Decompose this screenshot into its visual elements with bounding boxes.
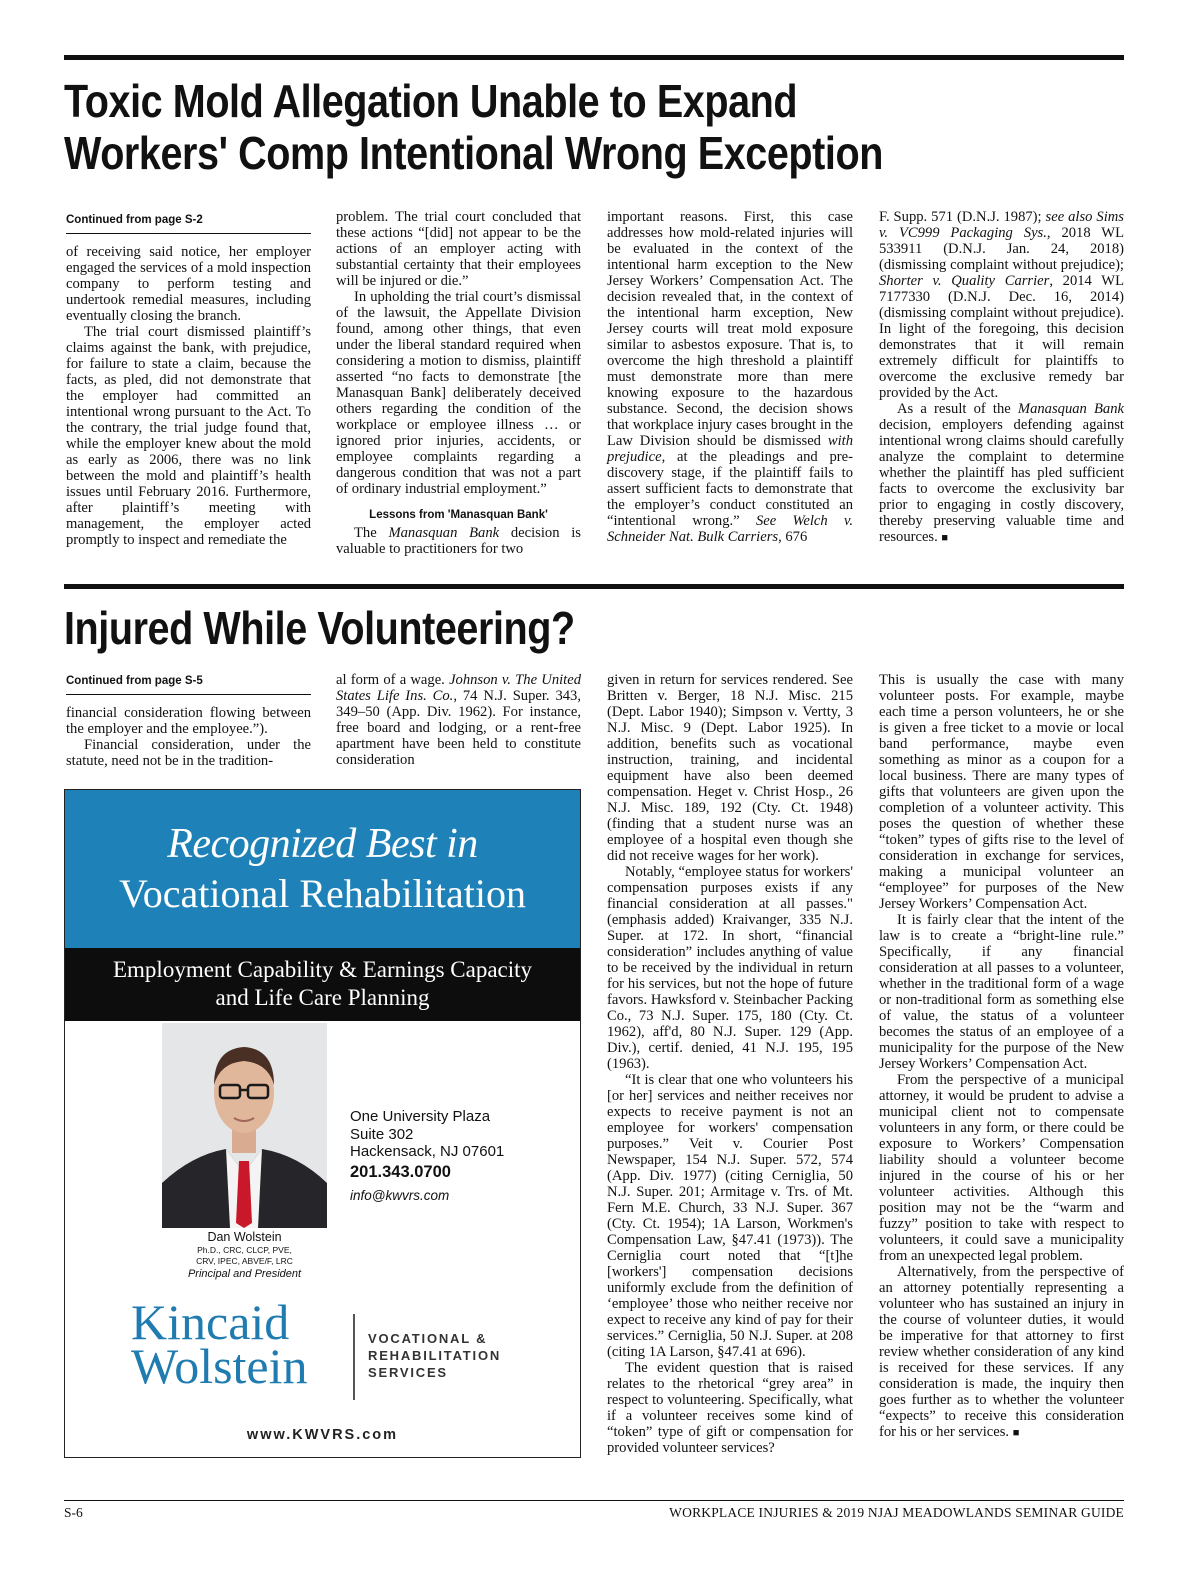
person-credentials-line2: CRV, IPEC, ABVE/F, LRC: [196, 1256, 293, 1266]
ad-band-line2: and Life Care Planning: [215, 985, 430, 1010]
page-number: S-6: [64, 1505, 83, 1520]
company-tagline: [368, 1330, 501, 1381]
advertisement: [64, 789, 581, 1458]
logo-divider: [353, 1314, 355, 1400]
company-logo: [131, 1294, 308, 1394]
ad-title-line1: Recognized Best in: [167, 821, 478, 867]
paragraph: Alternatively, from the perspective of an attorney potentially representing a volunteer who has sustained an injury in the course of volunteer duties, it would be imperative for that attorney to first review whether consideration of any kind is received for these services. If any consideration is made, the inquiry then goes further as to whether the volunteer “expects” to receive this consideration for his or her services. ■: [879, 1264, 1124, 1440]
article1-col1: [66, 212, 311, 548]
top-rule: [64, 55, 1124, 60]
paragraph: The Manasquan Bank decision is valuable to practitioners for two: [336, 525, 581, 557]
tagline-line2: REHABILITATION: [368, 1348, 502, 1363]
phone-number[interactable]: 201.343.0700: [350, 1162, 451, 1181]
article2-col3: [607, 672, 853, 1456]
ad-title-line2: Vocational Rehabilitation: [119, 871, 526, 916]
continued-label: Continued from page S-5: [66, 673, 311, 695]
ad-header: [65, 790, 580, 948]
email-address[interactable]: info@kwvrs.com: [350, 1188, 450, 1203]
paragraph: al form of a wage. Johnson v. The United States Life Ins. Co., 74 N.J. Super. 343, 349–50 (App. Div. 1962). For instance, free board and lodging, or a rent-free apartment have been held to constitute consideration: [336, 672, 582, 768]
ad-band-line1: Employment Capability & Earnings Capacity: [112, 957, 533, 982]
address-line2: Suite 302: [350, 1125, 414, 1143]
portrait-illustration: [162, 1023, 327, 1228]
address-line3: Hackensack, NJ 07601: [350, 1143, 505, 1160]
paragraph: of receiving said notice, her employer engaged the services of a mold inspection company to perform testing and undertook remedial measures, including eventually closing the branch.: [66, 244, 311, 324]
continued-label: Continued from page S-2: [66, 212, 311, 234]
paragraph: given in return for services rendered. See Britten v. Berger, 18 N.J. Misc. 215 (Dept. Labor 1940); Simpson v. Vertty, 3 N.J. Misc. 9 (Dept. Labor 1925). In addition, benefits such as vocational instruction, training, and incidental equipment have also been deemed compensation. Heget v. Christ Hosp., 26 N.J. Misc. 189, 192 (Cty. Ct. 1948) (finding that a student nurse was an employee of a hospital even though she did not receive wages for her work).: [607, 672, 853, 864]
ad-service-band: [65, 948, 580, 1021]
ad-contact-block: [350, 1108, 504, 1205]
paragraph: The trial court dismissed plaintiff’s claims against the bank, with prejudice, for failure to state a claim, because the facts, as pled, did not demonstrate that the employer had committed an intentional wrong pursuant to the Act. To the contrary, the trial judge found that, while the employer knew about the mold as early as 2006, there was no link between the mold and plaintiff’s health issues until February 2016. Furthermore, after plaintiff’s meeting with management, the employer acted promptly to inspect and remediate the: [66, 324, 311, 548]
article1-headline-line2: Workers' Comp Intentional Wrong Exception: [64, 127, 883, 179]
article2-col2: [336, 672, 581, 768]
end-mark: ■: [1012, 1427, 1020, 1439]
article1-col2: [336, 209, 581, 557]
paragraph: This is usually the case with many volunteer posts. For example, maybe each time a person volunteers, he or she is given a free ticket to a movie or local band performance, maybe even something as minor as a coupon for a local business. There are many types of gifts that volunteers are given upon the completion of a volunteer activity. This poses the question of whether these “token” types of gifts rise to the level of consideration in exchange for services, making a municipal volunteer an “employee” for purposes of the New Jersey Workers’ Compensation Act.: [879, 672, 1124, 912]
article2-col4: [879, 672, 1124, 1441]
publication-title: WORKPLACE INJURIES & 2019 NJAJ MEADOWLANDS SEMINAR GUIDE: [669, 1505, 1124, 1520]
article1-col4: [879, 209, 1124, 546]
paragraph: financial consideration flowing between the employer and the employee.”).: [66, 705, 311, 737]
article1-headline-line1: Toxic Mold Allegation Unable to Expand: [64, 75, 798, 127]
portrait-photo: [162, 1023, 327, 1228]
logo-line1: Kincaid: [131, 1294, 290, 1350]
paragraph: Notably, “employee status for workers' compensation purposes exists if any financial consideration at all passes." (emphasis added) Kraivanger, 335 N.J. Super. at 172. In short, “financial consideration” includes anything of value to be received by the individual in return for his services, but not the hope of future favors. Hawksford v. Steinbacher Packing Co., 73 N.J. Super. 175, 180 (Cty. Ct. 1962), aff'd, 80 N.J. Super. 129 (App. Div.), certif. denied, 41 N.J. 195, 195 (1963).: [607, 864, 853, 1072]
footer-rule: [64, 1500, 1124, 1501]
paragraph: important reasons. First, this case addresses how mold-related injuries will be evaluated in the context of the intentional harm exception to the New Jersey Workers’ Compensation Act. The decision revealed that, in the context of the intentional harm exception, New Jersey courts will treat mold exposure similar to asbestos exposure. That is, to overcome the high threshold a plaintiff must demonstrate more than mere knowing exposure to the hazardous substance. Second, the decision shows that workplace injury cases brought in the Law Division should be dismissed with prejudice, at the pleadings and pre-discovery stage, if the plaintiff fails to assert sufficient facts to demonstrate that the employer’s conduct constituted an “intentional wrong.” See Welch v. Schneider Nat. Bulk Carriers, 676: [607, 209, 854, 545]
paragraph: “It is clear that one who volunteers his [or her] services and neither receives nor expects to receive payment is not an employee for workers' compensation purposes.” Veit v. Courier Post Newspaper, 154 N.J. Super. 572, 574 (App. Div. 1977) (citing Cerniglia, 50 N.J. Super. 201; Armitage v. Trs. of Mt. Fern M.E. Church, 33 N.J. Super. 367 (Cty. Ct. 1954); 1A Larson, Workmen's Compensation Law, §47.41 (1973)). The Cerniglia court noted that “[t]he [workers'] compensation decisions uniformly exclude from the definition of ‘employee’ those who neither receive nor expect to receive any kind of pay for their services.” Cerniglia, 50 N.J. Super. at 208 (citing 1A Larson, §47.41 at 696).: [607, 1072, 853, 1360]
article1-headline: [64, 75, 883, 179]
paragraph: As a result of the Manasquan Bank decision, employers defending against intentional wrong claims should carefully analyze the complaint to determine whether the plaintiff has pled sufficient facts to overcome the exclusivity bar prior to engaging in costly discovery, thereby preserving valuable time and resources. ■: [879, 401, 1124, 545]
person-name: Dan Wolstein: [207, 1230, 282, 1244]
end-mark: ■: [941, 532, 949, 544]
logo-line2: Wolstein: [131, 1338, 308, 1394]
paragraph: The evident question that is raised relates to the rhetorical “grey area” in respect to volunteering. Specifically, what if a volunteer receives some kind of “token” type of gift or compensation for provided volunteer services?: [607, 1360, 853, 1456]
tagline-line1: VOCATIONAL &: [368, 1331, 488, 1346]
article1-col3: [607, 209, 853, 545]
tagline-line3: SERVICES: [368, 1365, 448, 1380]
website-link[interactable]: www.KWVRS.com: [246, 1427, 399, 1443]
article2-col1: [66, 673, 311, 769]
paragraph: It is fairly clear that the intent of the law is to create a “bright-line rule.” Specifically, if any financial consideration at all passes to a volunteer, whether in the traditional form of a wage or non-traditional form as something else of value, the status of a volunteer becomes the status of an employee of a municipality for the purpose of the New Jersey Workers’ Compensation Act.: [879, 912, 1124, 1072]
section-rule: [64, 584, 1124, 589]
paragraph: From the perspective of a municipal attorney, it would be prudent to advise a municipal client not to compensate volunteers in any form, or there could be exposure to Workers’ Compensation liability should a volunteer become injured in the course of his or her volunteer activities. Although this position may not be the “warm and fuzzy” position to take with respect to volunteers, it could save a municipality from an unexpected legal problem.: [879, 1072, 1124, 1264]
paragraph: In upholding the trial court’s dismissal of the lawsuit, the Appellate Division found, among other things, that even under the liberal standard required when considering a motion to dismiss, plaintiff asserted “no facts to demonstrate [the Manasquan Bank] deliberately deceived others regarding the condition of the workplace or employee illness … or ignored prior injuries, accidents, or employee complaints regarding a dangerous condition that was not a part of ordinary industrial employment.”: [336, 289, 581, 497]
portrait-caption: [162, 1230, 327, 1281]
section-subhead: Lessons from 'Manasquan Bank': [369, 509, 548, 521]
paragraph: Financial consideration, under the statute, need not be in the tradition-: [66, 737, 311, 769]
address-line1: One University Plaza: [350, 1108, 491, 1125]
person-title: Principal and President: [187, 1268, 302, 1280]
paragraph: F. Supp. 571 (D.N.J. 1987); see also Sims v. VC999 Packaging Sys., 2018 WL 533911 (D.N.J. Jan. 24, 2018) (dismissing complaint without prejudice); Shorter v. Quality Carrier, 2014 WL 7177330 (D.N.J. Dec. 16, 2014) (dismissing complaint without prejudice). In light of the foregoing, this decision demonstrates that it will remain extremely difficult for plaintiffs to overcome the exclusive remedy bar provided by the Act.: [879, 209, 1124, 401]
person-credentials-line1: Ph.D., CRC, CLCP, PVE,: [197, 1245, 292, 1255]
article2-headline: Injured While Volunteering?: [64, 602, 575, 654]
paragraph: problem. The trial court concluded that these actions “[did] not appear to be the actions of an employer acting with substantial certainty that their employees will be injured or die.”: [336, 209, 581, 289]
